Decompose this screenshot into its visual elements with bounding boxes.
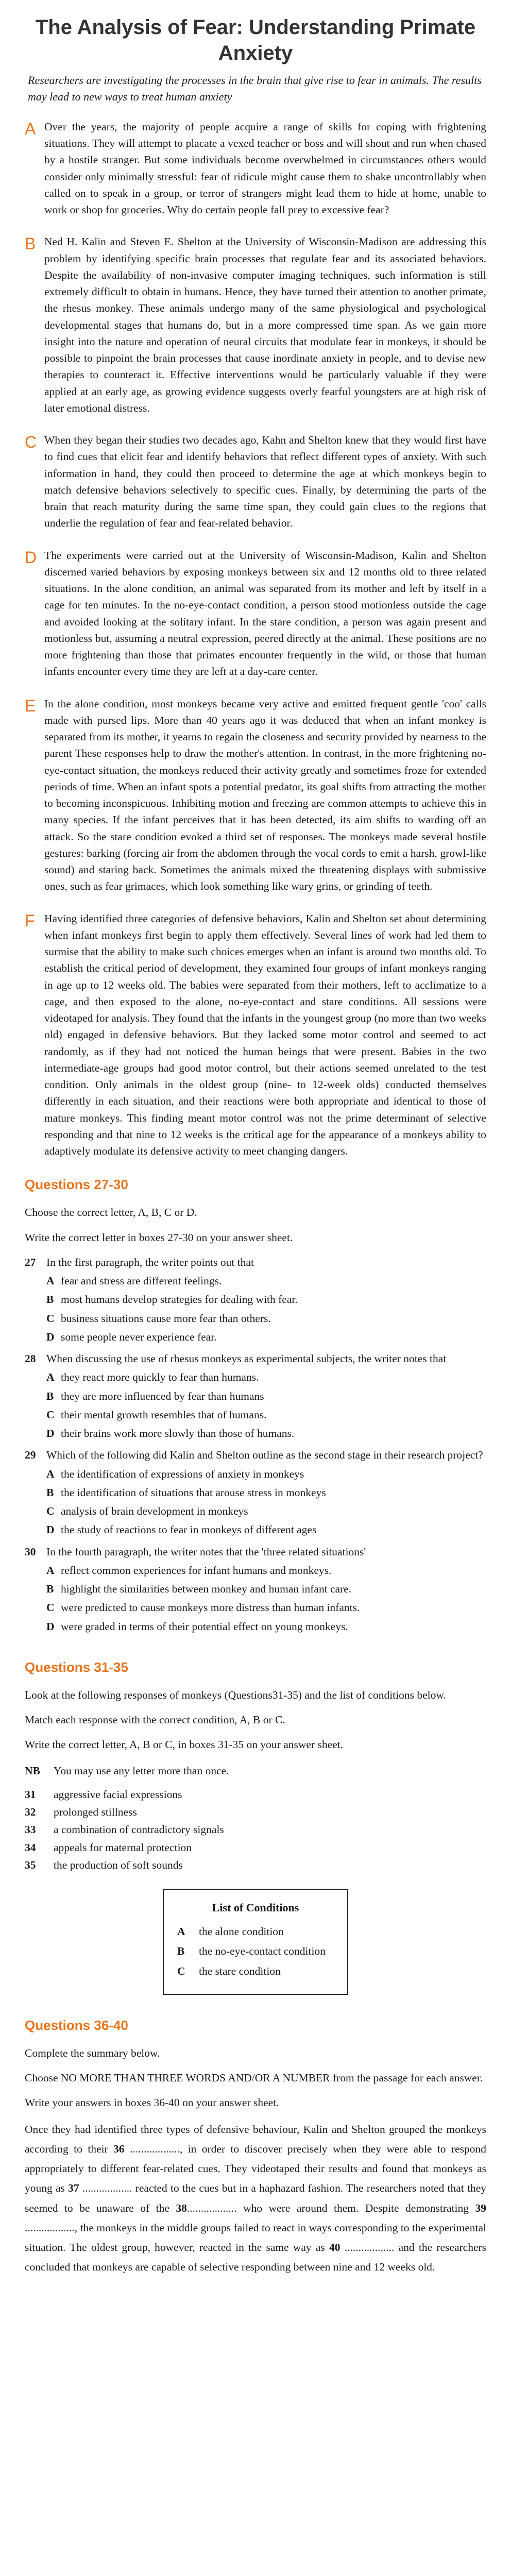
paragraph-a [25, 118, 486, 218]
option-letter: B [46, 1293, 54, 1306]
option-letter: B [46, 1486, 54, 1499]
summary-text [25, 2120, 486, 2277]
option[interactable] [46, 1310, 486, 1327]
option-text: were graded in terms of their potential effect on young monkeys. [61, 1620, 348, 1633]
option-letter: A [46, 1467, 55, 1480]
paragraph-c [25, 432, 486, 532]
paragraph-letter: B [25, 234, 36, 253]
option-letter: B [46, 1389, 54, 1402]
response-item[interactable] [25, 1804, 486, 1820]
item-text: the production of soft sounds [54, 1858, 183, 1871]
question-29 [25, 1447, 486, 1538]
condition-item [177, 1963, 334, 1979]
item-text: prolonged stillness [54, 1806, 137, 1819]
response-item[interactable] [25, 1857, 486, 1873]
summary-segment: who were around them. Despite demonstrating [243, 2201, 469, 2214]
condition-text: the alone condition [199, 1925, 284, 1938]
instruction: Look at the following responses of monkeys (Questions31-35) and the list of conditions below. [25, 1688, 446, 1701]
question-number: 27 [25, 1256, 36, 1268]
condition-letter: C [177, 1964, 185, 1977]
condition-letter: B [177, 1945, 185, 1958]
instruction: Choose the correct letter, A, B, C or D. [25, 1206, 197, 1219]
paragraph-letter: E [25, 696, 36, 715]
option[interactable] [46, 1466, 486, 1482]
question-text: When discussing the use of rhesus monkeys as experimental subjects, the writer notes that [46, 1352, 447, 1365]
option-letter: B [46, 1583, 54, 1596]
option-text: the identification of situations that arouse stress in monkeys [61, 1486, 326, 1499]
paragraph-b [25, 233, 486, 416]
paragraph-letter: A [25, 119, 36, 138]
option-letter: C [46, 1312, 55, 1325]
section-heading-27-30: Questions 27-30 [25, 1177, 128, 1193]
paragraph-text: Having identified three categories of defensive behaviors, Kalin and Shelton set about determining when infant monkeys first begin to apply them effectively. Several lines of work had led them to surmise that the ability to make such choices emerges when an infant is around two months old. To establish the critical period of development, they examined four groups of infant monkeys ranging in age up to 12 weeks old. The babies were separated from their mothers, left to acclimatize to a cage, and then exposed to the alone, no-eye-contact and stare conditions. All sessions were videotaped for analysis. They found that the infants in the youngest group (no more than two weeks old) engaged in defensive behaviors. But they lacked some motor control and seemed to act randomly, as if they had not noticed the human beings that were present. Babies in the two intermediate-age groups had good motor control, but their actions seemed unrelated to the test condition. Only animals in the oldest group (nine- to 12-week olds) conducted themselves differently in each situation, and their reactions were both appropriate and identical to those of mature monkeys. This finding meant motor control was not the prime determinant of selective responding and that nine to 12 weeks is the critical age for the appearance of a monkeys ability to adaptively modulate its defensive activity to meet changing dangers. [44, 912, 486, 1158]
condition-letter: A [177, 1925, 185, 1938]
instruction: Complete the summary below. [25, 2046, 160, 2059]
option[interactable] [46, 1273, 486, 1289]
section-heading-31-35: Questions 31-35 [25, 1659, 128, 1675]
option[interactable] [46, 1581, 486, 1597]
item-text: appeals for maternal protection [54, 1841, 192, 1854]
conditions-box [163, 1889, 348, 1995]
option-text: some people never experience fear. [61, 1330, 217, 1343]
note [25, 1762, 486, 1779]
paragraph-text: Ned H. Kalin and Steven E. Shelton at the University of Wisconsin-Madison are addressing this problem by identifying specific brain processes that regulate fear and its associated behaviors. Despite the availability of non-invasive computer imaging techniques, such information is still extremely difficult to obtain in humans. Hence, they have turned their attention to another primate, the rhesus monkey. These animals undergo many of the same physiological and psychological developmental stages that humans do, but in a more compressed time span. As we gain more insight into the nature and operation of neural circuits that modulate fear in monkeys, it should be possible to pinpoint the brain processes that cause inordinate anxiety in people, and to devise new therapies to counteract it. Effective interventions would be particularly valuable if they were applied at an early age, as growing evidence suggests overly fearful youngsters are at high risk of later emotional distress. [44, 235, 486, 414]
instruction: Choose NO MORE THAN THREE WORDS AND/OR A NUMBER from the passage for each answer. [25, 2072, 483, 2084]
question-number: 28 [25, 1352, 36, 1365]
question-text: In the fourth paragraph, the writer notes that the 'three related situations' [46, 1545, 366, 1558]
option[interactable] [46, 1618, 486, 1635]
option-text: most humans develop strategies for dealing with fear. [61, 1293, 298, 1306]
condition-item [177, 1923, 334, 1940]
summary-segment: reacted to the cues but in a haphazard fashion. The researchers noted that they seemed to be unaware of the [25, 2182, 486, 2214]
instruction: Write the correct letter, A, B or C, in boxes 31-35 on your answer sheet. [25, 1738, 344, 1751]
instruction: Write your answers in boxes 36-40 on your answer sheet. [25, 2096, 279, 2109]
summary-segment: , in order to discover precisely when they were able to respond appropriately to different fear-related cues. They videotaped their results and found that monkeys as young as [25, 2142, 487, 2195]
option[interactable] [46, 1406, 486, 1423]
condition-text: the no-eye-contact condition [199, 1945, 326, 1958]
option-text: the identification of expressions of anxiety in monkeys [61, 1467, 304, 1480]
question-text: Which of the following did Kalin and Shelton outline as the second stage in their research project? [46, 1449, 483, 1462]
question-number: 30 [25, 1545, 36, 1558]
option[interactable] [46, 1425, 486, 1442]
option-text: they are more influenced by fear than humans [61, 1389, 264, 1402]
option-text: their brains work more slowly than those of humans. [61, 1427, 295, 1440]
condition-item [177, 1943, 334, 1959]
gap-number: 40 [329, 2241, 340, 2254]
response-list [25, 1786, 486, 1873]
paragraph-text: Over the years, the majority of people acquire a range of skills for coping with frightening situations. They will attempt to placate a vexed teacher or boss and will shout and run when chased by a hostile stranger. But some individuals become overwhelmed in circumstances others would consider only minimally stressful: fear of ridicule might cause them to shake uncontrollably when called on to speak in a group, or terror of strangers might lead them to hide at home, unable to work or shop for groceries. Why do certain people fall prey to excessive fear? [44, 120, 486, 216]
paragraph-text: When they began their studies two decades ago, Kahn and Shelton knew that they would first have to find cues that elicit fear and identify behaviors that reflect different types of anxiety. With such information in hand, they could then proceed to determine the age at which monkeys begin to match defensive behaviors selectively to specific cues. Finally, by determining the parts of the brain that reach maturity during the same time span, they could gain clues to the regions that underlie the regulation of fear and fear-related behavior. [44, 434, 486, 530]
page-subtitle: Researchers are investigating the processes in the brain that give rise to fear in animals. The results may lead to new ways to treat human anxiety [28, 74, 482, 103]
item-number: 32 [25, 1806, 36, 1819]
note-text: You may use any letter more than once. [54, 1764, 229, 1777]
option[interactable] [46, 1503, 486, 1519]
item-text: aggressive facial expressions [54, 1788, 182, 1801]
option-text: business situations cause more fear than others. [61, 1312, 271, 1325]
option-letter: D [46, 1330, 55, 1343]
answer-blank[interactable]: .................. [130, 2142, 180, 2155]
condition-text: the stare condition [199, 1964, 281, 1977]
option-letter: C [46, 1408, 55, 1421]
paragraph-f [25, 910, 486, 1160]
option-text: reflect common experiences for infant humans and monkeys. [61, 1564, 332, 1577]
paragraph-letter: F [25, 911, 35, 930]
summary-segment: Once they had identified three types of defensive behaviour, Kalin and Shelton grouped the monkeys according to their [25, 2123, 486, 2155]
option-letter: A [46, 1371, 55, 1384]
option-text: they react more quickly to fear than humans. [61, 1371, 259, 1384]
option-letter: D [46, 1620, 55, 1633]
option[interactable] [46, 1521, 486, 1538]
option[interactable] [46, 1291, 486, 1308]
option-text: fear and stress are different feelings. [61, 1275, 222, 1287]
response-item[interactable] [25, 1786, 486, 1803]
option-text: their mental growth resembles that of humans. [61, 1408, 267, 1421]
option[interactable] [46, 1562, 486, 1579]
option-letter: A [46, 1564, 55, 1577]
note-label: NB [25, 1764, 40, 1777]
answer-blank[interactable]: .................. [25, 2221, 75, 2234]
answer-blank[interactable]: .................. [344, 2241, 395, 2254]
answer-blank[interactable]: .................. [82, 2182, 132, 2195]
item-number: 34 [25, 1841, 36, 1854]
summary-segment: and the researchers concluded that monkeys are capable of selective responding between nine and 12 weeks old. [25, 2241, 487, 2274]
option-text: analysis of brain development in monkeys [61, 1505, 248, 1518]
question-30 [25, 1544, 486, 1635]
gap-number: 37 [68, 2182, 79, 2195]
option-letter: C [46, 1505, 55, 1518]
option-letter: D [46, 1523, 55, 1536]
response-item[interactable] [25, 1839, 486, 1856]
item-text: a combination of contradictory signals [54, 1823, 224, 1836]
option-text: highlight the similarities between monkey and human infant care. [61, 1583, 352, 1596]
gap-number: 36 [113, 2142, 125, 2155]
question-number: 29 [25, 1449, 36, 1462]
response-item[interactable] [25, 1821, 486, 1838]
answer-blank[interactable]: .................. [186, 2201, 237, 2214]
option-text: the study of reactions to fear in monkeys of different ages [61, 1523, 317, 1536]
option-letter: C [46, 1601, 55, 1614]
instruction: Match each response with the correct condition, A, B or C. [25, 1714, 285, 1726]
item-number: 33 [25, 1823, 36, 1836]
instruction: Write the correct letter in boxes 27-30 on your answer sheet. [25, 1231, 293, 1244]
question-28 [25, 1350, 486, 1442]
option[interactable] [46, 1369, 486, 1385]
page-title: The Analysis of Fear: Understanding Primate Anxiety [35, 16, 476, 64]
paragraph-text: The experiments were carried out at the University of Wisconsin-Madison, Kalin and Shelton discerned varied behaviors by exposing monkeys between six and 12 months old to three related situations. In the alone condition, an animal was separated from its mother and left by itself in a cage for ten minutes. In the no-eye-contact condition, a person stood motionless outside the cage and avoided looking at the solitary infant. In the stare condition, a person was again present and motionless but, assuming a neutral expression, peered directly at the animal. These positions are no more frightening than those that primates encounter frequently in the wild, or those that human infants encounter every time they are left at a day-care center. [44, 549, 486, 678]
option[interactable] [46, 1599, 486, 1616]
summary-segment: , the monkeys in the middle groups failed to react in ways corresponding to the experimental situation. The oldest group, however, reacted in the same way as [25, 2221, 486, 2254]
option-letter: A [46, 1275, 55, 1287]
paragraph-letter: D [25, 548, 37, 567]
paragraph-d [25, 547, 486, 680]
item-number: 31 [25, 1788, 36, 1801]
option[interactable] [46, 1484, 486, 1501]
question-27 [25, 1254, 486, 1345]
paragraph-e [25, 696, 486, 895]
gap-number: 38 [176, 2201, 187, 2214]
option[interactable] [46, 1329, 486, 1345]
gap-number: 39 [475, 2201, 487, 2214]
option-text: were predicted to cause monkeys more distress than human infants. [61, 1601, 360, 1614]
option-letter: D [46, 1427, 55, 1440]
section-heading-36-40: Questions 36-40 [25, 2017, 128, 2033]
paragraph-text: In the alone condition, most monkeys became very active and emitted frequent gentle 'coo' calls made with pursed lips. More than 40 years ago it was deduced that when an infant monkey is separated from its mother, it yearns to regain the closeness and security provided by nearness to the parent These responses help to draw the mother's attention. In contrast, in the more frightening no-eye-contact situation, the monkeys reduced their activity greatly and sometimes froze for extended periods of time. When an infant spots a potential predator, its goal shifts from attracting the mother to becoming inconspicuous. Inhibiting motion and freezing are common attempts to achieve this in many species. If the infant perceives that it has been detected, its aim shifts to warding off an attack. So the stare condition evoked a third set of responses. The monkeys made several hostile gestures: barking (forcing air from the abdomen through the vocal cords to emit a harsh, growl-like sound) and staring back. Sometimes the animals mixed the threatening displays with submissive ones, such as fear grimaces, which look something like wary grins, or grinding of teeth. [44, 697, 486, 893]
option[interactable] [46, 1388, 486, 1404]
item-number: 35 [25, 1858, 36, 1871]
paragraph-letter: C [25, 433, 37, 452]
conditions-title: List of Conditions [212, 1901, 299, 1914]
question-text: In the first paragraph, the writer points out that [46, 1256, 254, 1268]
